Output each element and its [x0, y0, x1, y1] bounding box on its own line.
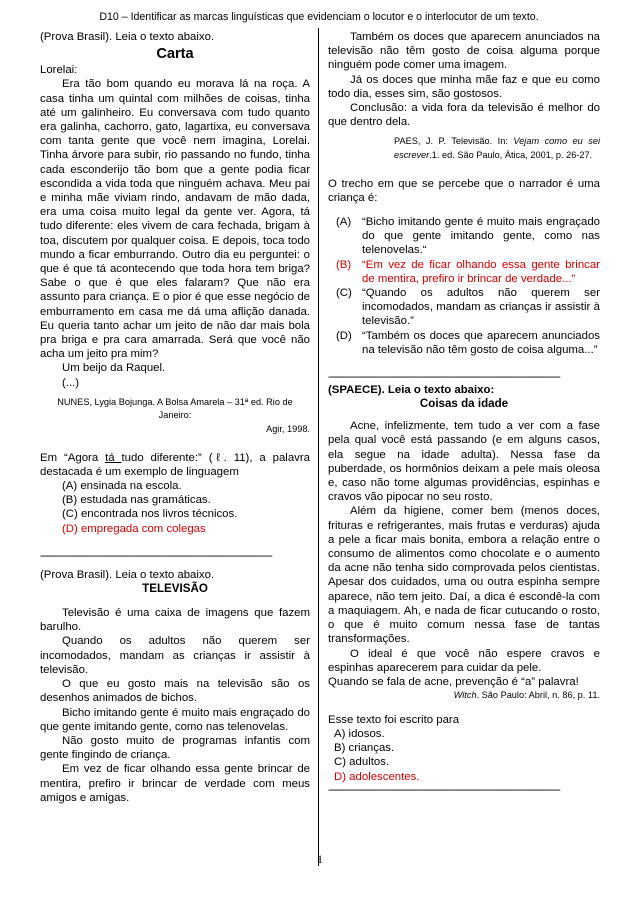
q2-reference: PAES, J. P. Televisão. In: Vejam como eu sei escrever.1. ed. São Paulo, Ática, 2001, p. 26-27. — [394, 136, 600, 161]
q2-title: TELEVISÃO — [142, 582, 208, 596]
letter-greeting: Lorelai: — [40, 64, 78, 77]
q2-paragraph: Quando os adultos não querem ser incomodados, mandam as crianças ir assistir à televisão. — [40, 635, 310, 676]
q2-options — [328, 215, 600, 357]
letter-ellipsis: (...) — [62, 376, 80, 389]
q2-paragraph: Em vez de ficar olhando essa gente brincar de mentira, prefiro ir brincar de verdade com meus amigos e amigas. — [40, 763, 310, 804]
separator-line: ---------------------------------------------------------------------------------------------- — [40, 549, 272, 562]
page-header: D10 – Identificar as marcas linguísticas que evidenciam o locutor e o interlocutor de um texto. — [99, 11, 539, 23]
q1-stem: Em “Agora tá tudo diferente:” (ℓ. 11), a palavra destacada é um exemplo de linguagem — [40, 451, 310, 478]
q2-option-b-correct: (B) “Em vez de ficar olhando essa gente brincar de mentira, prefiro ir brincar de verdade...” — [336, 258, 600, 285]
q2-paragraph: O que eu gosto mais na televisão são os desenhos animados de bichos. — [40, 678, 310, 705]
q3-last-line: Quando se fala de acne, prevenção é “a” palavra! — [328, 675, 579, 688]
q3-option-b: B) crianças. — [334, 742, 395, 755]
left-column — [40, 30, 310, 805]
q1-title: Carta — [156, 46, 194, 63]
column-divider — [318, 28, 319, 866]
q1-intro: (Prova Brasil). Leia o texto abaixo. — [40, 31, 215, 43]
q2-paragraph: Televisão é uma caixa de imagens que fazem barulho. — [40, 607, 310, 634]
q3-paragraph: O ideal é que você não espere cravos e espinhas aparecerem para cuidar da pele. — [328, 647, 600, 674]
q1-options — [40, 479, 310, 536]
separator-line: ---------------------------------------------------------------------------------------------- — [328, 783, 560, 796]
q3-option-a: A) idosos. — [334, 727, 385, 740]
q2-intro: (Prova Brasil). Leia o texto abaixo. — [40, 568, 215, 581]
q1-reference-line2: Agir, 1998. — [266, 424, 310, 435]
q2-option-d: (D) “Também os doces que aparecem anunciados na televisão não têm gosto de coisa alguma...” — [336, 329, 600, 356]
q2-paragraph: Já os doces que minha mãe faz e que eu como todo dia, esses sim, são gostosos. — [328, 73, 600, 100]
q3-paragraph: Além da higiene, comer bem (menos doces, frituras e refrigerantes, mais frutas e verduras) ajuda a pele a ficar mais bonita, embora a relação entre o consumo de alimentos como chocolate e o aumento da acne não tenha sido comprovada pelos cientistas. Apesar dos cuidados, uma ou outra espinha sempre aparece, não tem jeito. Daí, a dica é escondê-la com a maquiagem. Ah, e nada de ficar cutucando o rosto, o que é muito comum nessa fase de tantas transformações. — [328, 505, 600, 646]
q3-title: Coisas da idade — [419, 397, 509, 411]
right-column — [328, 30, 600, 796]
q1-option-b: (B) estudada nas gramáticas. — [62, 494, 211, 507]
q1-option-d-correct: (D) empregada com colegas — [62, 522, 206, 535]
letter-body: Era tão bom quando eu morava lá na roça. A casa tinha um quintal com milhões de coisas, tinha até um galinheiro. Eu conversava com tudo quanto era galinha, cachorro, gato, lagartixa, eu conversava com tanta gente que você nem imagina, Lorelai. Tinha árvore para subir, rio passando no fundo, tinha cada esconderijo tão bom que a gente podia ficar escondida a vida toda que ninguém achava. Meu pai e minha mãe viviam rindo, andavam de mão dada, era uma coisa muito legal da gente ver. Agora, tá tudo diferente: eles vivem de cara fechada, brigam à toa, discutem por qualquer coisa. E depois, toca todo mundo a ficar emburrando. Outro dia eu perguntei: o que é que tá acontecendo que toda hora tem briga? Sabe o que é que eles falaram? Que não era assunto para criança. E o pior é que esse negócio de emburramento em casa me dá uma aflição danada. Eu queria tanto achar um jeito de não dar mais bola pra briga e pra cara amarrada. Será que você não acha um jeito pra mim? — [40, 78, 310, 361]
q2-paragraph: Conclusão: a vida fora da televisão é melhor do que dentro dela. — [328, 102, 600, 129]
q1-reference-line1: NUNES, Lygia Bojunga. A Bolsa Amarela – 31ª ed. Rio de Janeiro: — [57, 396, 293, 421]
q3-reference: Witch. São Paulo: Abril, n. 86, p. 11. — [453, 690, 600, 701]
q1-option-c: (C) encontrada nos livros técnicos. — [62, 508, 238, 521]
q2-paragraph: Não gosto muito de programas infantis com gente fingindo de criança. — [40, 734, 310, 762]
q3-options — [328, 727, 600, 784]
q2-paragraph: Bicho imitando gente é muito mais engraçado do que gente imitando gente, como nas telenovelas. — [40, 706, 310, 733]
q2-stem: O trecho em que se percebe que o narrador é uma criança é: — [328, 177, 600, 204]
q3-intro: (SPAECE). Leia o texto abaixo: — [328, 384, 495, 397]
q2-option-c: (C) “Quando os adultos não querem ser incomodados, mandam as crianças ir assistir à televisão.” — [336, 287, 600, 328]
letter-closing: Um beijo da Raquel. — [62, 362, 166, 375]
q3-paragraph: Acne, infelizmente, tem tudo a ver com a fase pela qual você está passando (e em alguns casos, ela segue na idade adulta). Nessa fase da puberdade, os hormônios deixam a pele mais oleosa e, caso não tome algumas providências, espinhas e cravos vão pipocar no seu rosto. — [328, 420, 600, 504]
q2-option-a: (A) “Bicho imitando gente é muito mais engraçado do que gente imitando gente, como nas telenovelas.“ — [336, 216, 600, 257]
separator-line: ---------------------------------------------------------------------------------------------- — [328, 371, 560, 384]
q2-paragraph: Também os doces que aparecem anunciados na televisão não têm gosto de coisa alguma porque ninguém pode comer uma imagem. — [328, 31, 600, 72]
page-number: 1 — [317, 852, 323, 866]
q1-option-a: (A) ensinada na escola. — [62, 480, 182, 493]
highlighted-word: tá — [105, 451, 122, 464]
q3-option-d-correct: D) adolescentes. — [334, 770, 420, 783]
q3-option-c: C) adultos. — [334, 756, 390, 769]
q3-stem: Esse texto foi escrito para — [328, 713, 460, 726]
